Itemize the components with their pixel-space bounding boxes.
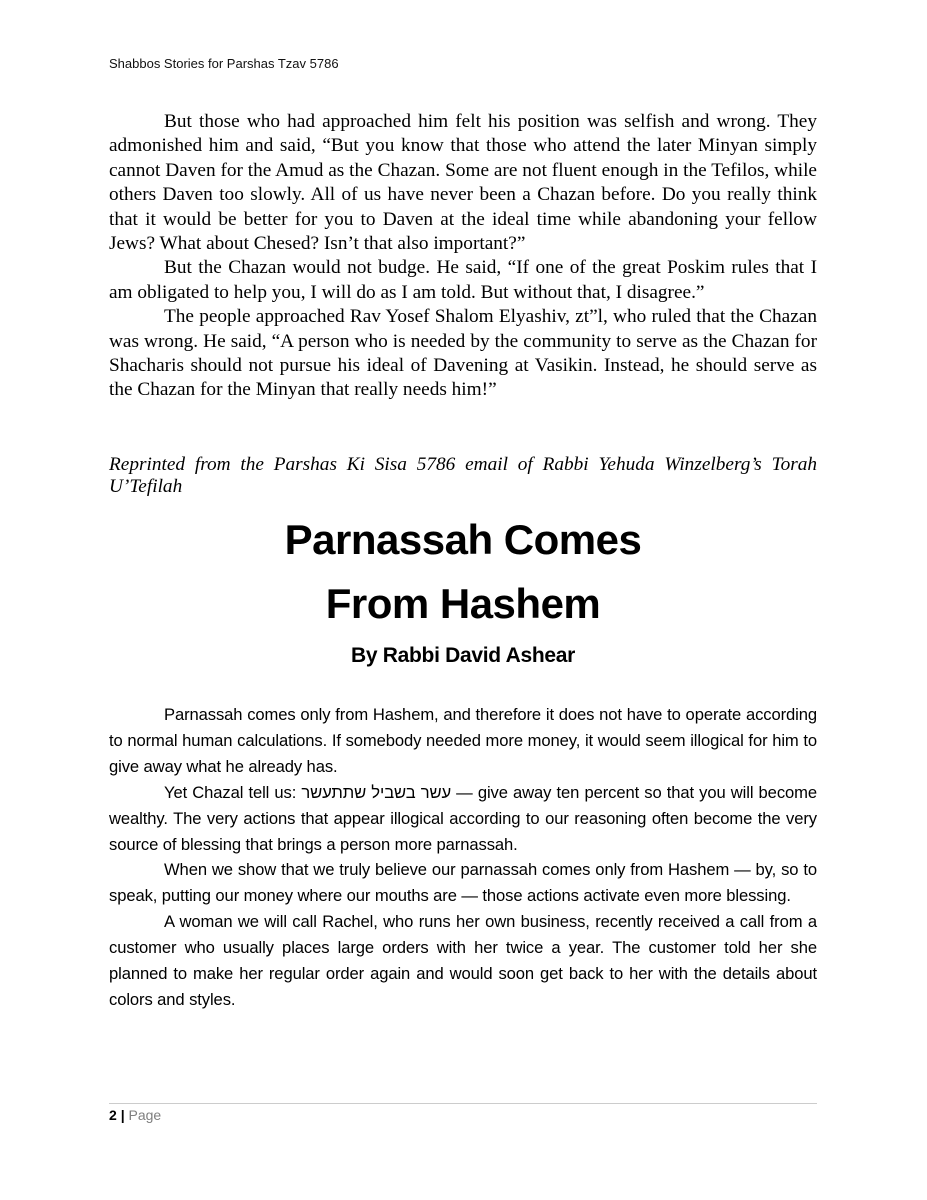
reprint-credit: Reprinted from the Parshas Ki Sisa 5786 email of Rabbi Yehuda Winzelberg’s Torah U’Tefilah <box>109 454 817 497</box>
paragraph: The people approached Rav Yosef Shalom Elyashiv, zt”l, who ruled that the Chazan was wrong. He said, “A person who is needed by the community to serve as the Chazan for Shacharis should not pursue his ideal of Davening at Vasikin. Instead, he should serve as the Chazan for the Minyan that really needs him!” <box>109 306 817 401</box>
page-label: Page <box>128 1107 162 1123</box>
footer-divider <box>109 1103 817 1104</box>
page-number: 2 <box>109 1107 117 1123</box>
article-body <box>109 702 817 1013</box>
byline: By Rabbi David Ashear <box>351 644 575 667</box>
footer-separator: | <box>120 1107 125 1123</box>
paragraph: A woman we will call Rachel, who runs her own business, recently received a call from a customer who usually places large orders with her twice a year. The customer told her she planned to make her regular order again and would soon get back to her with the details about colors and styles. <box>109 912 817 1009</box>
paragraph: Yet Chazal tell us: עשר בשביל שתתעשר — give away ten percent so that you will become wealthy. The very actions that appear illogical according to our reasoning often become the very source of blessing that brings a person more parnassah. <box>109 782 817 854</box>
title-line: From Hashem <box>325 580 601 627</box>
story-continuation <box>109 110 817 403</box>
paragraph: But the Chazan would not budge. He said, “If one of the great Poskim rules that I am obligated to help you, I will do as I am told. But without that, I disagree.” <box>109 257 817 303</box>
title-line: Parnassah Comes <box>284 516 642 563</box>
paragraph: Parnassah comes only from Hashem, and therefore it does not have to operate according to normal human calculations. If somebody needed more money, it would seem illogical for him to give away what he already has. <box>109 705 817 776</box>
page-footer <box>109 1107 161 1123</box>
running-header: Shabbos Stories for Parshas Tzav 5786 <box>109 56 339 71</box>
article-title <box>109 508 817 636</box>
paragraph: But those who had approached him felt his position was selfish and wrong. They admonished him and said, “But you know that those who attend the later Minyan simply cannot Daven for the Amud as the Chazan. Some are not fluent enough in the Tefilos, while others Daven too slowly. All of us have never been a Chazan before. Do you really think that it would be better for you to Daven at the ideal time while abandoning your fellow Jews? What about Chesed? Isn’t that also important?” <box>109 111 817 255</box>
paragraph: When we show that we truly believe our parnassah comes only from Hashem — by, so to speak, putting our money where our mouths are — those actions activate even more blessing. <box>109 860 817 906</box>
